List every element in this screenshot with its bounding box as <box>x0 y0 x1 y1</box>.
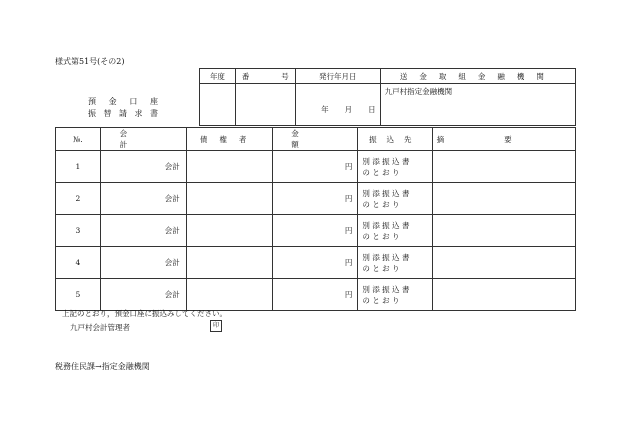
row-transfer <box>358 247 433 279</box>
signer-name: 九戸村会計管理者 <box>70 323 130 332</box>
row-memo[interactable] <box>433 183 576 215</box>
header-table <box>199 68 576 126</box>
table-row <box>56 151 576 183</box>
col-account: 会計 <box>100 128 186 151</box>
row-amount[interactable]: 円 <box>272 151 358 183</box>
title-char: 金 <box>108 97 117 106</box>
transfer-line-1: 別 添 振 込 書 <box>362 252 410 262</box>
ban-char: 番 <box>241 71 250 81</box>
col-creditor: 債権者 <box>186 128 272 151</box>
bank-label: 送金取組金融機関 <box>380 69 575 84</box>
row-creditor[interactable] <box>186 215 272 247</box>
row-account[interactable]: 会計 <box>100 215 186 247</box>
nendo-value[interactable] <box>200 84 236 126</box>
row-amount[interactable]: 円 <box>272 279 358 311</box>
transfer-line-1: 別 添 振 込 書 <box>362 284 410 294</box>
row-account[interactable]: 会計 <box>100 183 186 215</box>
row-memo[interactable] <box>433 151 576 183</box>
number-label <box>235 69 295 84</box>
transfer-line-2: の と お り <box>362 231 400 241</box>
title-char: 預 <box>88 97 96 106</box>
row-number: 3 <box>56 215 101 247</box>
row-transfer <box>358 279 433 311</box>
row-number: 4 <box>56 247 101 279</box>
go-char: 号 <box>281 71 289 81</box>
row-memo[interactable] <box>433 215 576 247</box>
row-account[interactable]: 会計 <box>100 279 186 311</box>
row-creditor[interactable] <box>186 151 272 183</box>
row-number: 2 <box>56 183 101 215</box>
row-number: 1 <box>56 151 101 183</box>
number-value[interactable] <box>235 84 295 126</box>
title-line-2 <box>88 108 158 119</box>
issue-date-value[interactable] <box>295 84 380 126</box>
transfer-line-2: の と お り <box>362 199 400 209</box>
title-char: 請 <box>119 109 127 118</box>
row-transfer <box>358 151 433 183</box>
issue-date-label: 発行年月日 <box>295 69 380 84</box>
row-account[interactable]: 会計 <box>100 151 186 183</box>
row-transfer <box>358 183 433 215</box>
transfer-line-1: 別 添 振 込 書 <box>362 188 410 198</box>
transfer-line-2: の と お り <box>362 167 400 177</box>
transfer-line-1: 別 添 振 込 書 <box>362 156 410 166</box>
table-row <box>56 247 576 279</box>
transfer-line-2: の と お り <box>362 295 400 305</box>
table-row <box>56 279 576 311</box>
row-amount[interactable]: 円 <box>272 247 358 279</box>
row-creditor[interactable] <box>186 279 272 311</box>
title-char: 替 <box>103 109 112 118</box>
date-month: 月 <box>344 105 353 114</box>
routing-footer: 税務住民課→指定金融機関 <box>55 362 150 371</box>
table-row <box>56 183 576 215</box>
title-char: 口 <box>129 97 138 106</box>
transfer-table <box>55 127 576 311</box>
instruction-note: 上記のとおり，預金口座に振込みしてください。 <box>62 309 227 318</box>
col-memo: 摘要 <box>433 128 576 151</box>
row-amount[interactable]: 円 <box>272 183 358 215</box>
row-account[interactable]: 会計 <box>100 247 186 279</box>
title-char: 書 <box>150 109 158 118</box>
date-day: 日 <box>368 105 376 114</box>
nendo-label: 年度 <box>200 69 236 84</box>
form-number: 様式第51号(その2) <box>55 57 125 66</box>
row-memo[interactable] <box>433 247 576 279</box>
row-memo[interactable] <box>433 279 576 311</box>
row-transfer <box>358 215 433 247</box>
row-creditor[interactable] <box>186 247 272 279</box>
transfer-line-2: の と お り <box>362 263 400 273</box>
title-char: 座 <box>149 97 158 106</box>
row-number: 5 <box>56 279 101 311</box>
title-line-1 <box>88 96 158 107</box>
date-year: 年 <box>321 105 329 114</box>
table-row <box>56 215 576 247</box>
transfer-line-1: 別 添 振 込 書 <box>362 220 410 230</box>
seal-mark: 印 <box>210 320 222 332</box>
col-amount: 金額 <box>272 128 358 151</box>
col-transfer: 振込先 <box>358 128 433 151</box>
bank-value[interactable]: 九戸村指定金融機関 <box>380 84 575 126</box>
row-amount[interactable]: 円 <box>272 215 358 247</box>
row-creditor[interactable] <box>186 183 272 215</box>
title-char: 振 <box>88 109 96 118</box>
title-char: 求 <box>134 109 143 118</box>
col-no: №. <box>56 128 101 151</box>
